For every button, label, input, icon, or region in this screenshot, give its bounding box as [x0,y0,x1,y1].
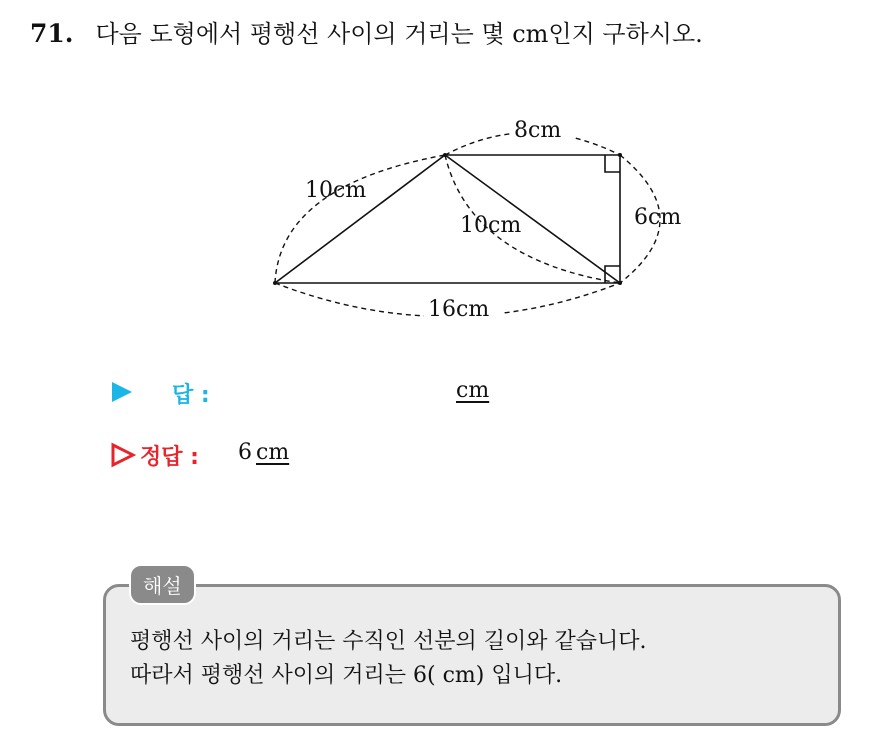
vertex [443,153,447,157]
question-text: 다음 도형에서 평행선 사이의 거리는 몇 cm인지 구하시오. [95,20,703,48]
label-top-length: 8cm [514,118,562,143]
explanation-line-1: 평행선 사이의 거리는 수직인 선분의 길이와 같습니다. [130,629,647,654]
explanation-text [130,625,647,693]
filled-triangle-icon [110,380,134,404]
vertex [618,281,622,285]
correct-answer-unit: cm [256,440,290,465]
answer-unit: cm [456,378,490,403]
right-angle-mark-top [605,155,620,172]
label-right-length: 6cm [634,205,682,230]
label-bottom-length: 16cm [428,297,490,322]
answer-label: 답 : [172,383,210,408]
correct-answer-value: 6 [238,440,252,465]
explanation-line-2: 따라서 평행선 사이의 거리는 6( cm) 입니다. [130,663,563,688]
correct-answer-label: 정답 : [140,445,199,470]
left-slant-line [275,155,445,283]
label-diagonal-length: 10cm [460,213,522,238]
geometry-figure [0,0,884,360]
correct-answer [238,440,289,465]
vertex [273,281,277,285]
question-number: 71. [30,19,74,48]
explanation-box [103,584,841,726]
outline-triangle-icon [110,442,136,468]
vertex [618,153,622,157]
label-left-length: 10cm [305,178,367,203]
explanation-tab: 해설 [129,564,196,605]
